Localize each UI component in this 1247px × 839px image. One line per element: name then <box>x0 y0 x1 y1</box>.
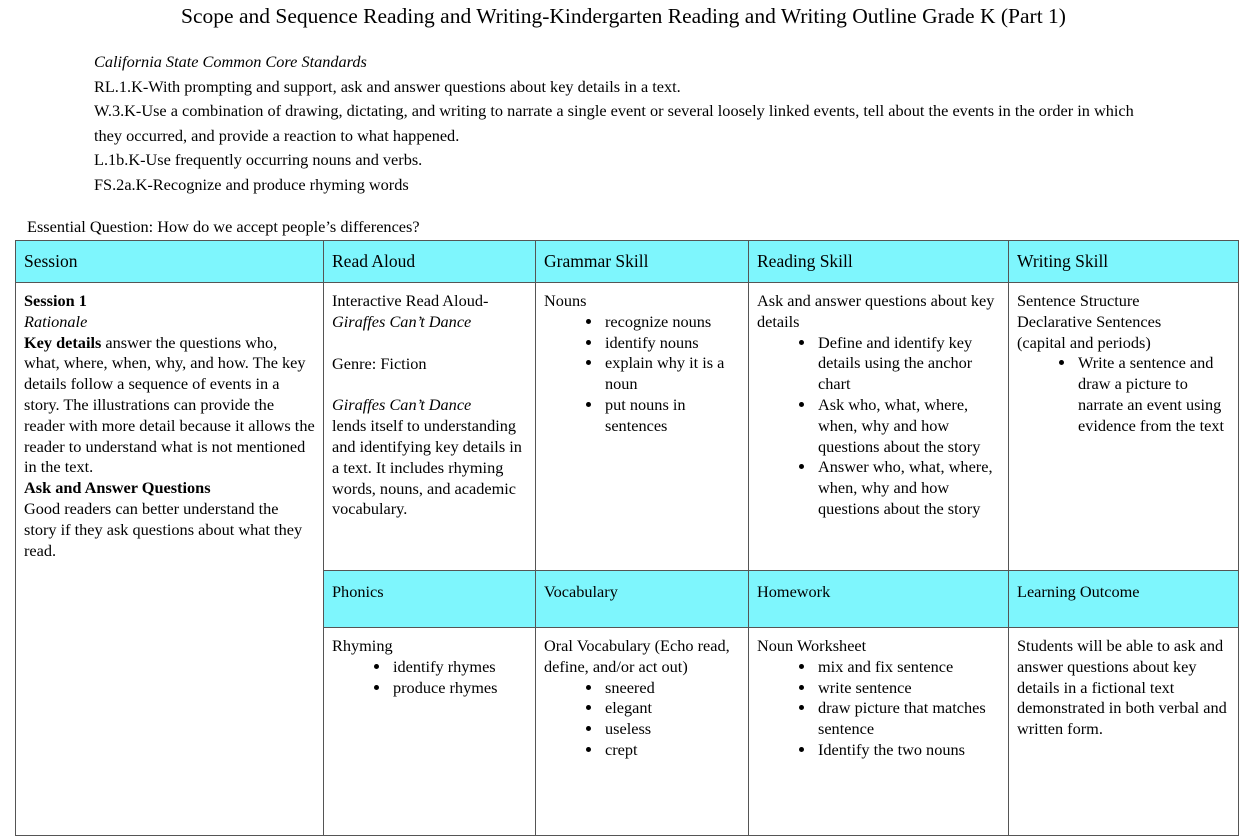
essential-question: Essential Question: How do we accept people’s differences? <box>27 217 420 236</box>
phonics-list <box>332 657 527 699</box>
vocabulary-list <box>544 678 740 761</box>
header-writing-skill: Writing Skill <box>1009 241 1239 283</box>
list-item: • Identify the two nouns <box>816 740 1000 761</box>
standards-heading: California State Common Core Standards <box>94 52 367 71</box>
list-item: • useless <box>603 719 740 740</box>
standard-item: FS.2a.K-Recognize and produce rhyming words <box>94 174 409 194</box>
standards-block <box>94 50 1164 197</box>
homework-heading: Noun Worksheet <box>757 636 867 655</box>
writing-cell <box>1009 283 1239 571</box>
key-details-text: answer the questions who, what, where, when, why, and how. The key details follow a sequence of events in a story. The illustrations can provide the reader with more detail because it allows the reader to understand what is not mentioned in the text. <box>24 332 315 477</box>
learning-outcome-text: Students will be able to ask and answer questions about key details in a fictional text demonstrated in both verbal and written form. <box>1017 636 1227 739</box>
list-item: • identify rhymes <box>391 657 527 678</box>
vocabulary-heading: Oral Vocabulary (Echo read, define, and/or act out) <box>544 636 730 676</box>
writing-line: Declarative Sentences <box>1017 311 1162 331</box>
genre: Genre: Fiction <box>332 353 427 373</box>
header-homework: Homework <box>749 571 1009 628</box>
header-phonics: Phonics <box>324 571 536 628</box>
rationale-label: Rationale <box>24 311 88 331</box>
list-item: • identify nouns <box>603 333 740 354</box>
key-details-label: Key details <box>24 332 102 352</box>
header-reading-skill: Reading Skill <box>749 241 1009 283</box>
reading-list <box>757 333 1000 520</box>
grammar-heading: Nouns <box>544 291 587 310</box>
homework-cell <box>749 628 1009 836</box>
reading-cell <box>749 283 1009 571</box>
header-session: Session <box>16 241 324 283</box>
homework-list <box>757 657 1000 761</box>
outline-table <box>15 240 1239 836</box>
session-title: Session 1 <box>24 291 87 310</box>
document-title: Scope and Sequence Reading and Writing-Kindergarten Reading and Writing Outline Grade K (Part 1) <box>181 4 1066 28</box>
key-details-paragraph <box>24 333 315 479</box>
list-item: • sneered <box>603 678 740 699</box>
header-row <box>16 241 1239 283</box>
session-cell <box>16 283 324 836</box>
list-item: • put nouns in sentences <box>603 395 740 437</box>
list-item: • write sentence <box>816 678 1000 699</box>
read-aloud-cell <box>324 283 536 571</box>
writing-line: (capital and periods) <box>1017 332 1151 352</box>
read-aloud-line: Interactive Read Aloud- <box>332 291 489 310</box>
list-item: • Ask who, what, where, when, why and how questions about the story <box>816 395 1000 457</box>
book-title-desc: Giraffes Can’t Dance <box>332 395 472 415</box>
standard-item: L.1b.K-Use frequently occurring nouns and verbs. <box>94 150 423 169</box>
standard-item: RL.1.K-With prompting and support, ask and answer questions about key details in a text. <box>94 76 681 96</box>
header-grammar-skill: Grammar Skill <box>536 241 749 283</box>
header-learning-outcome: Learning Outcome <box>1009 571 1239 628</box>
writing-list <box>1017 353 1230 436</box>
outcome-cell <box>1009 628 1239 836</box>
list-item: • mix and fix sentence <box>816 657 1000 678</box>
list-item: • Write a sentence and draw a picture to narrate an event using evidence from the text <box>1076 353 1230 436</box>
header-read-aloud: Read Aloud <box>324 241 536 283</box>
list-item: • recognize nouns <box>603 312 740 333</box>
vocabulary-cell <box>536 628 749 836</box>
ask-answer-text: Good readers can better understand the story if they ask questions about what they read. <box>24 498 303 560</box>
phonics-cell <box>324 628 536 836</box>
list-item: • Answer who, what, where, when, why and how questions about the story <box>816 457 1000 519</box>
phonics-heading: Rhyming <box>332 636 393 655</box>
content-row-1 <box>16 283 1239 571</box>
reading-heading: Ask and answer questions about key details <box>757 291 995 331</box>
book-description: lends itself to understanding and identifying key details in a text. It includes rhyming words, nouns, and academic vocabulary. <box>332 416 522 519</box>
list-item: • elegant <box>603 698 740 719</box>
list-item: • explain why it is a noun <box>603 353 740 395</box>
ask-answer-label: Ask and Answer Questions <box>24 478 211 498</box>
grammar-list <box>544 312 740 437</box>
list-item: • crept <box>603 740 740 761</box>
grammar-cell <box>536 283 749 571</box>
header-vocabulary: Vocabulary <box>536 571 749 628</box>
book-title: Giraffes Can’t Dance <box>332 311 472 331</box>
list-item: • draw picture that matches sentence <box>816 698 1000 740</box>
standard-item: W.3.K-Use a combination of drawing, dictating, and writing to narrate a single event or several loosely linked events, tell about the events in the order in which they occurred, and provide a reaction to what happened. <box>94 101 1134 145</box>
list-item: • Define and identify key details using the anchor chart <box>816 333 1000 395</box>
list-item: • produce rhymes <box>391 678 527 699</box>
writing-line: Sentence Structure <box>1017 291 1140 310</box>
